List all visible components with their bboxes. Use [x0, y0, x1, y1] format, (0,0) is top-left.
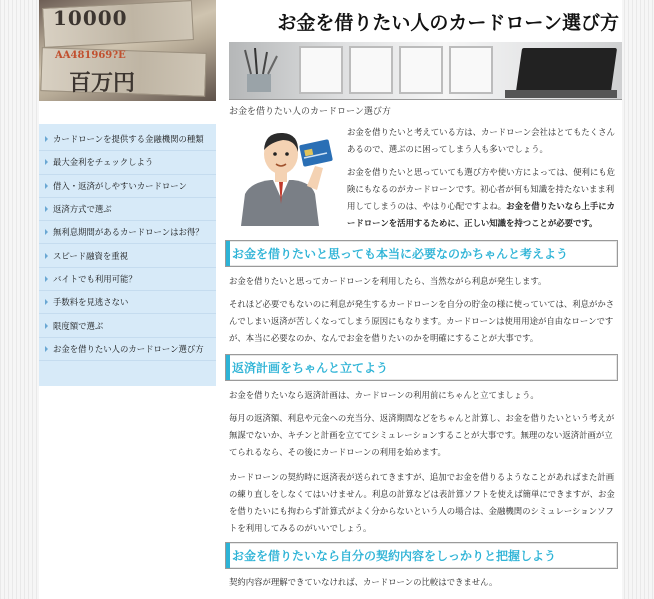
- money-banner-serial: AA481969?E: [55, 50, 126, 61]
- laptop-icon: [516, 48, 617, 92]
- header-office-image: [229, 42, 622, 100]
- sidebar-item-fees[interactable]: 手数料を見逃さない: [39, 291, 216, 314]
- sidebar-item-limit[interactable]: 限度額で選ぶ: [39, 314, 216, 337]
- bullet-icon: [45, 229, 48, 235]
- sidebar-item-lender-types[interactable]: カードローンを提供する金融機関の種類: [39, 128, 216, 151]
- pen-holder-icon: [241, 48, 281, 94]
- section-1-paragraph-1: お金を借りたいと思ってカードローンを利用したら、当然ながら利息が発生します。: [229, 276, 547, 286]
- sidebar-item-home[interactable]: お金を借りたい人のカードローン選び方: [39, 338, 216, 361]
- intro-block: [229, 120, 619, 232]
- bullet-icon: [45, 206, 48, 212]
- section-2-paragraph-2: 毎月の返済額、利息や元金への充当分、返済期間などをちゃんと計算し、お金を借りたいという考えが無謀でないか、キチンと計画を立ててシミュレーションすることが大事です。無理のない返済計画が立てられるなら、その後にカードローンの利用を始めます。: [229, 413, 615, 457]
- section-heading-2: 返済計画をちゃんと立てよう: [225, 354, 618, 381]
- section-2-paragraph-1: お金を借りたいなら返済計画は、カードローンの利用前にちゃんと立てましょう。: [229, 390, 539, 400]
- intro-paragraph-2: お金を借りたいと思っていても選び方や使い方によっては、便利にも危険にもなるのがカードローンです。初心者が何も知識を持たないまま利用してしまうのは、やはり心配ですよね。お金を借りたいなら上手にカードローンを活用するために、正しい知識を持つことが必要です。: [347, 167, 615, 228]
- bullet-icon: [45, 253, 48, 259]
- site-title[interactable]: お金を借りたい人のカードローン選び方: [277, 12, 619, 34]
- sidebar-item-max-interest[interactable]: 最大金利をチェックしよう: [39, 151, 216, 174]
- section-1-paragraph-2: それほど必要でもないのに利息が発生するカードローンを自分の貯金の様に使っていては、利息がかさんでしまい返済が苦しくなってしまう原因にもなります。カードローンは使用用途が自由なローンですが、本当に必要なのか、なんでお金を借りたいのかを明確にすることが大事です。: [229, 299, 615, 343]
- section-heading-3: お金を借りたいなら自分の契約内容をしっかりと把握しよう: [225, 542, 618, 569]
- bullet-icon: [45, 323, 48, 329]
- bullet-icon: [45, 159, 48, 165]
- section-2-paragraph-3: カードローンの契約時に返済表が送られてきますが、追加でお金を借りるようなことがあればまた計画の練り直しをしなくてはいけません。利息の計算などは表計算ソフトを使えば簡単にできますが、お金を借りたいにも拘わらず計算式がよく分からないという人の場合は、金融機関のシミュレーションソフトを利用してみるのがいいでしょう。: [229, 472, 615, 533]
- bullet-icon: [45, 136, 48, 142]
- section-heading-1: お金を借りたいと思っても本当に必要なのかちゃんと考えよう: [225, 240, 618, 267]
- bullet-icon: [45, 299, 48, 305]
- section-3-paragraph-1: 契約内容が理解できていなければ、カードローンの比較はできません。: [229, 577, 498, 587]
- bullet-icon: [45, 276, 48, 282]
- header-caption: お金を借りたい人のカードローン選び方: [229, 107, 391, 117]
- sidebar-nav: [39, 124, 216, 386]
- businessman-with-card-illustration: [231, 124, 336, 226]
- money-banner-text: 10000: [53, 6, 128, 30]
- sidebar-item-repayment-method[interactable]: 返済方式で選ぶ: [39, 198, 216, 221]
- page: [39, 0, 622, 599]
- main-content: [229, 120, 619, 232]
- money-banner-denomination: 百万円: [69, 70, 136, 96]
- bullet-icon: [45, 183, 48, 189]
- sidebar-item-easy-borrowing[interactable]: 借入・返済がしやすいカードローン: [39, 175, 216, 198]
- intro-paragraph-1: お金を借りたいと考えている方は、カードローン会社はとてもたくさんあるので、選ぶのに困ってしまう人も多いでしょう。: [347, 127, 615, 154]
- sidebar-item-part-time[interactable]: バイトでも利用可能？: [39, 268, 216, 291]
- intro-emphasis: お金を借りたいなら上手にカードローンを活用するために、正しい知識を持つことが必要です。: [347, 201, 615, 228]
- bullet-icon: [45, 346, 48, 352]
- sidebar-item-interest-free[interactable]: 無利息期間があるカードローンはお得？: [39, 221, 216, 244]
- money-banner-image: [39, 0, 216, 101]
- sidebar-item-speed-loan[interactable]: スピード融資を重視: [39, 244, 216, 267]
